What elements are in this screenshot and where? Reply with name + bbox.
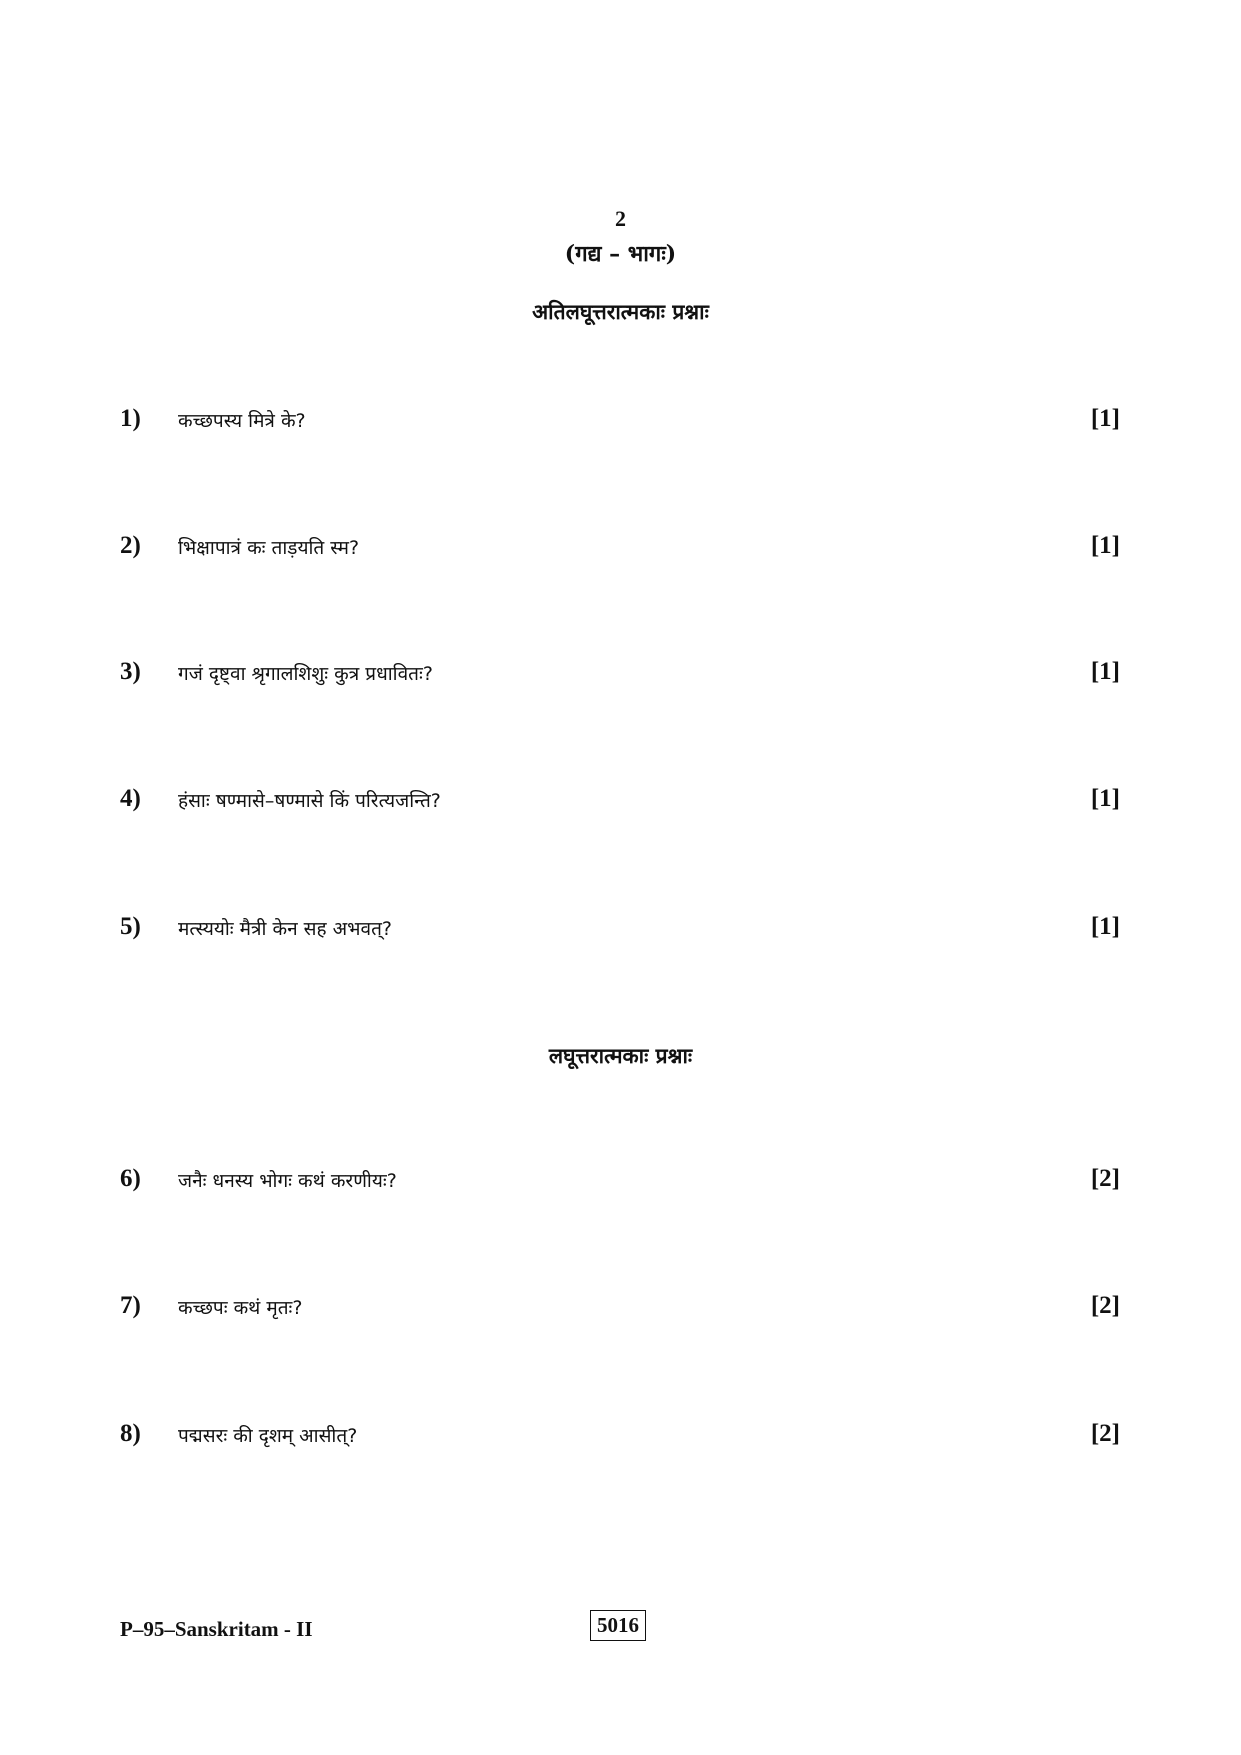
section-heading-very-short: अतिलघूत्तरात्मकाः प्रश्नाः	[532, 299, 709, 324]
question-marks: [2]	[1090, 1420, 1120, 1447]
question-text: भिक्षापात्रं कः ताड़यति स्म?	[178, 537, 360, 559]
question-text: कच्छपः कथं मृतः?	[178, 1297, 303, 1319]
question-2	[120, 532, 1120, 572]
question-3	[120, 658, 1120, 698]
question-text: कच्छपस्य मित्रे के?	[178, 410, 306, 432]
question-number: 1)	[120, 405, 141, 432]
question-4	[120, 785, 1120, 825]
question-marks: [1]	[1090, 658, 1120, 685]
question-6	[120, 1165, 1120, 1205]
question-7	[120, 1292, 1120, 1332]
section-part-title: (गद्य – भागः)	[564, 241, 677, 267]
question-text: जनैः धनस्य भोगः कथं करणीयः?	[178, 1170, 397, 1192]
question-text: गजं दृष्ट्वा श्रृगालशिशुः कुत्र प्रधावितः?	[178, 663, 433, 685]
question-text: हंसाः षण्मासे–षण्मासे किं परित्यजन्ति?	[178, 790, 441, 812]
question-5	[120, 913, 1120, 953]
question-marks: [1]	[1090, 532, 1120, 559]
question-marks: [2]	[1090, 1165, 1120, 1192]
question-number: 6)	[120, 1165, 141, 1192]
question-1	[120, 405, 1120, 445]
question-marks: [1]	[1090, 913, 1120, 940]
footer-paper-code: P–95–Sanskritam - II	[120, 1617, 313, 1641]
question-number: 7)	[120, 1292, 141, 1319]
question-number: 8)	[120, 1420, 141, 1447]
question-text: मत्स्ययोः मैत्री केन सह अभवत्?	[178, 918, 392, 940]
question-marks: [2]	[1090, 1292, 1120, 1319]
question-8	[120, 1420, 1120, 1460]
section-heading-short: लघूत्तरात्मकाः प्रश्नाः	[548, 1043, 693, 1068]
question-marks: [1]	[1090, 405, 1120, 432]
question-number: 3)	[120, 658, 141, 685]
question-text: पद्मसरः की दृशम् आसीत्?	[178, 1425, 358, 1447]
footer-box-code: 5016	[590, 1610, 646, 1641]
page-number: 2	[615, 206, 626, 231]
question-marks: [1]	[1090, 785, 1120, 812]
question-number: 2)	[120, 532, 141, 559]
question-number: 4)	[120, 785, 141, 812]
question-number: 5)	[120, 913, 141, 940]
